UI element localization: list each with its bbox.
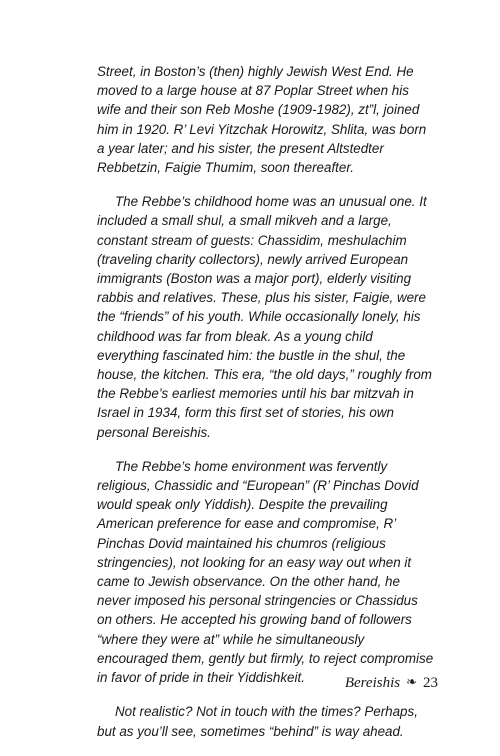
paragraph-closing: Not realistic? Not in touch with the times? Perhaps, but as you’ll see, sometimes “behind” is way ahead. <box>97 704 418 739</box>
page-footer <box>345 675 438 692</box>
paragraph-continued: Street, in Boston’s (then) highly Jewish West End. He moved to a large house at 87 Poplar Street when his wife and their son Reb Moshe (1909-1982), zt”l, joined him in 1920. R’ Levi Yitzchak Horowitz, Shlita, was born a year later; and his sister, the present Altstedter Rebbetzin, Faigie Thumim, soon thereafter. <box>97 64 427 176</box>
paragraph-home-environment: The Rebbe’s home environment was fervently religious, Chassidic and “European” (R’ Pinchas Dovid would speak only Yiddish). Despite the prevailing American preference for ease and compromise, R’ Pinchas Dovid maintained his chumros (religious stringencies), not looking for an easy way out when it came to Jewish observance. On the other hand, he never imposed his personal stringencies or Chassidus on others. He accepted his growing band of followers “where they were at” while he simultaneously encouraged them, gently but firmly, to reject compromise in favor of pride in their Yiddishkeit. <box>97 458 434 686</box>
body-text <box>97 62 435 756</box>
running-head: Bereishis <box>344 675 401 691</box>
fleuron-ornament-icon: ❧ <box>406 674 417 689</box>
page-number: 23 <box>423 675 438 691</box>
paragraph-childhood-home: The Rebbe’s childhood home was an unusual one. It included a small shul, a small mikveh and a large, constant stream of guests: Chassidim, meshulachim (traveling charity collectors), newly arrived European immigrants (Boston was a major port), elderly visiting rabbis and relatives. These, plus his sister, Faigie, were the “friends” of his youth. While occasionally lonely, his childhood was far from bleak. As a young child everything fascinated him: the bustle in the shul, the house, the kitchen. This era, “the old days,” roughly from the Rebbe’s earliest memories until his bar mitzvah in Israel in 1934, form this first set of stories, his own personal Bereishis. <box>97 194 432 440</box>
